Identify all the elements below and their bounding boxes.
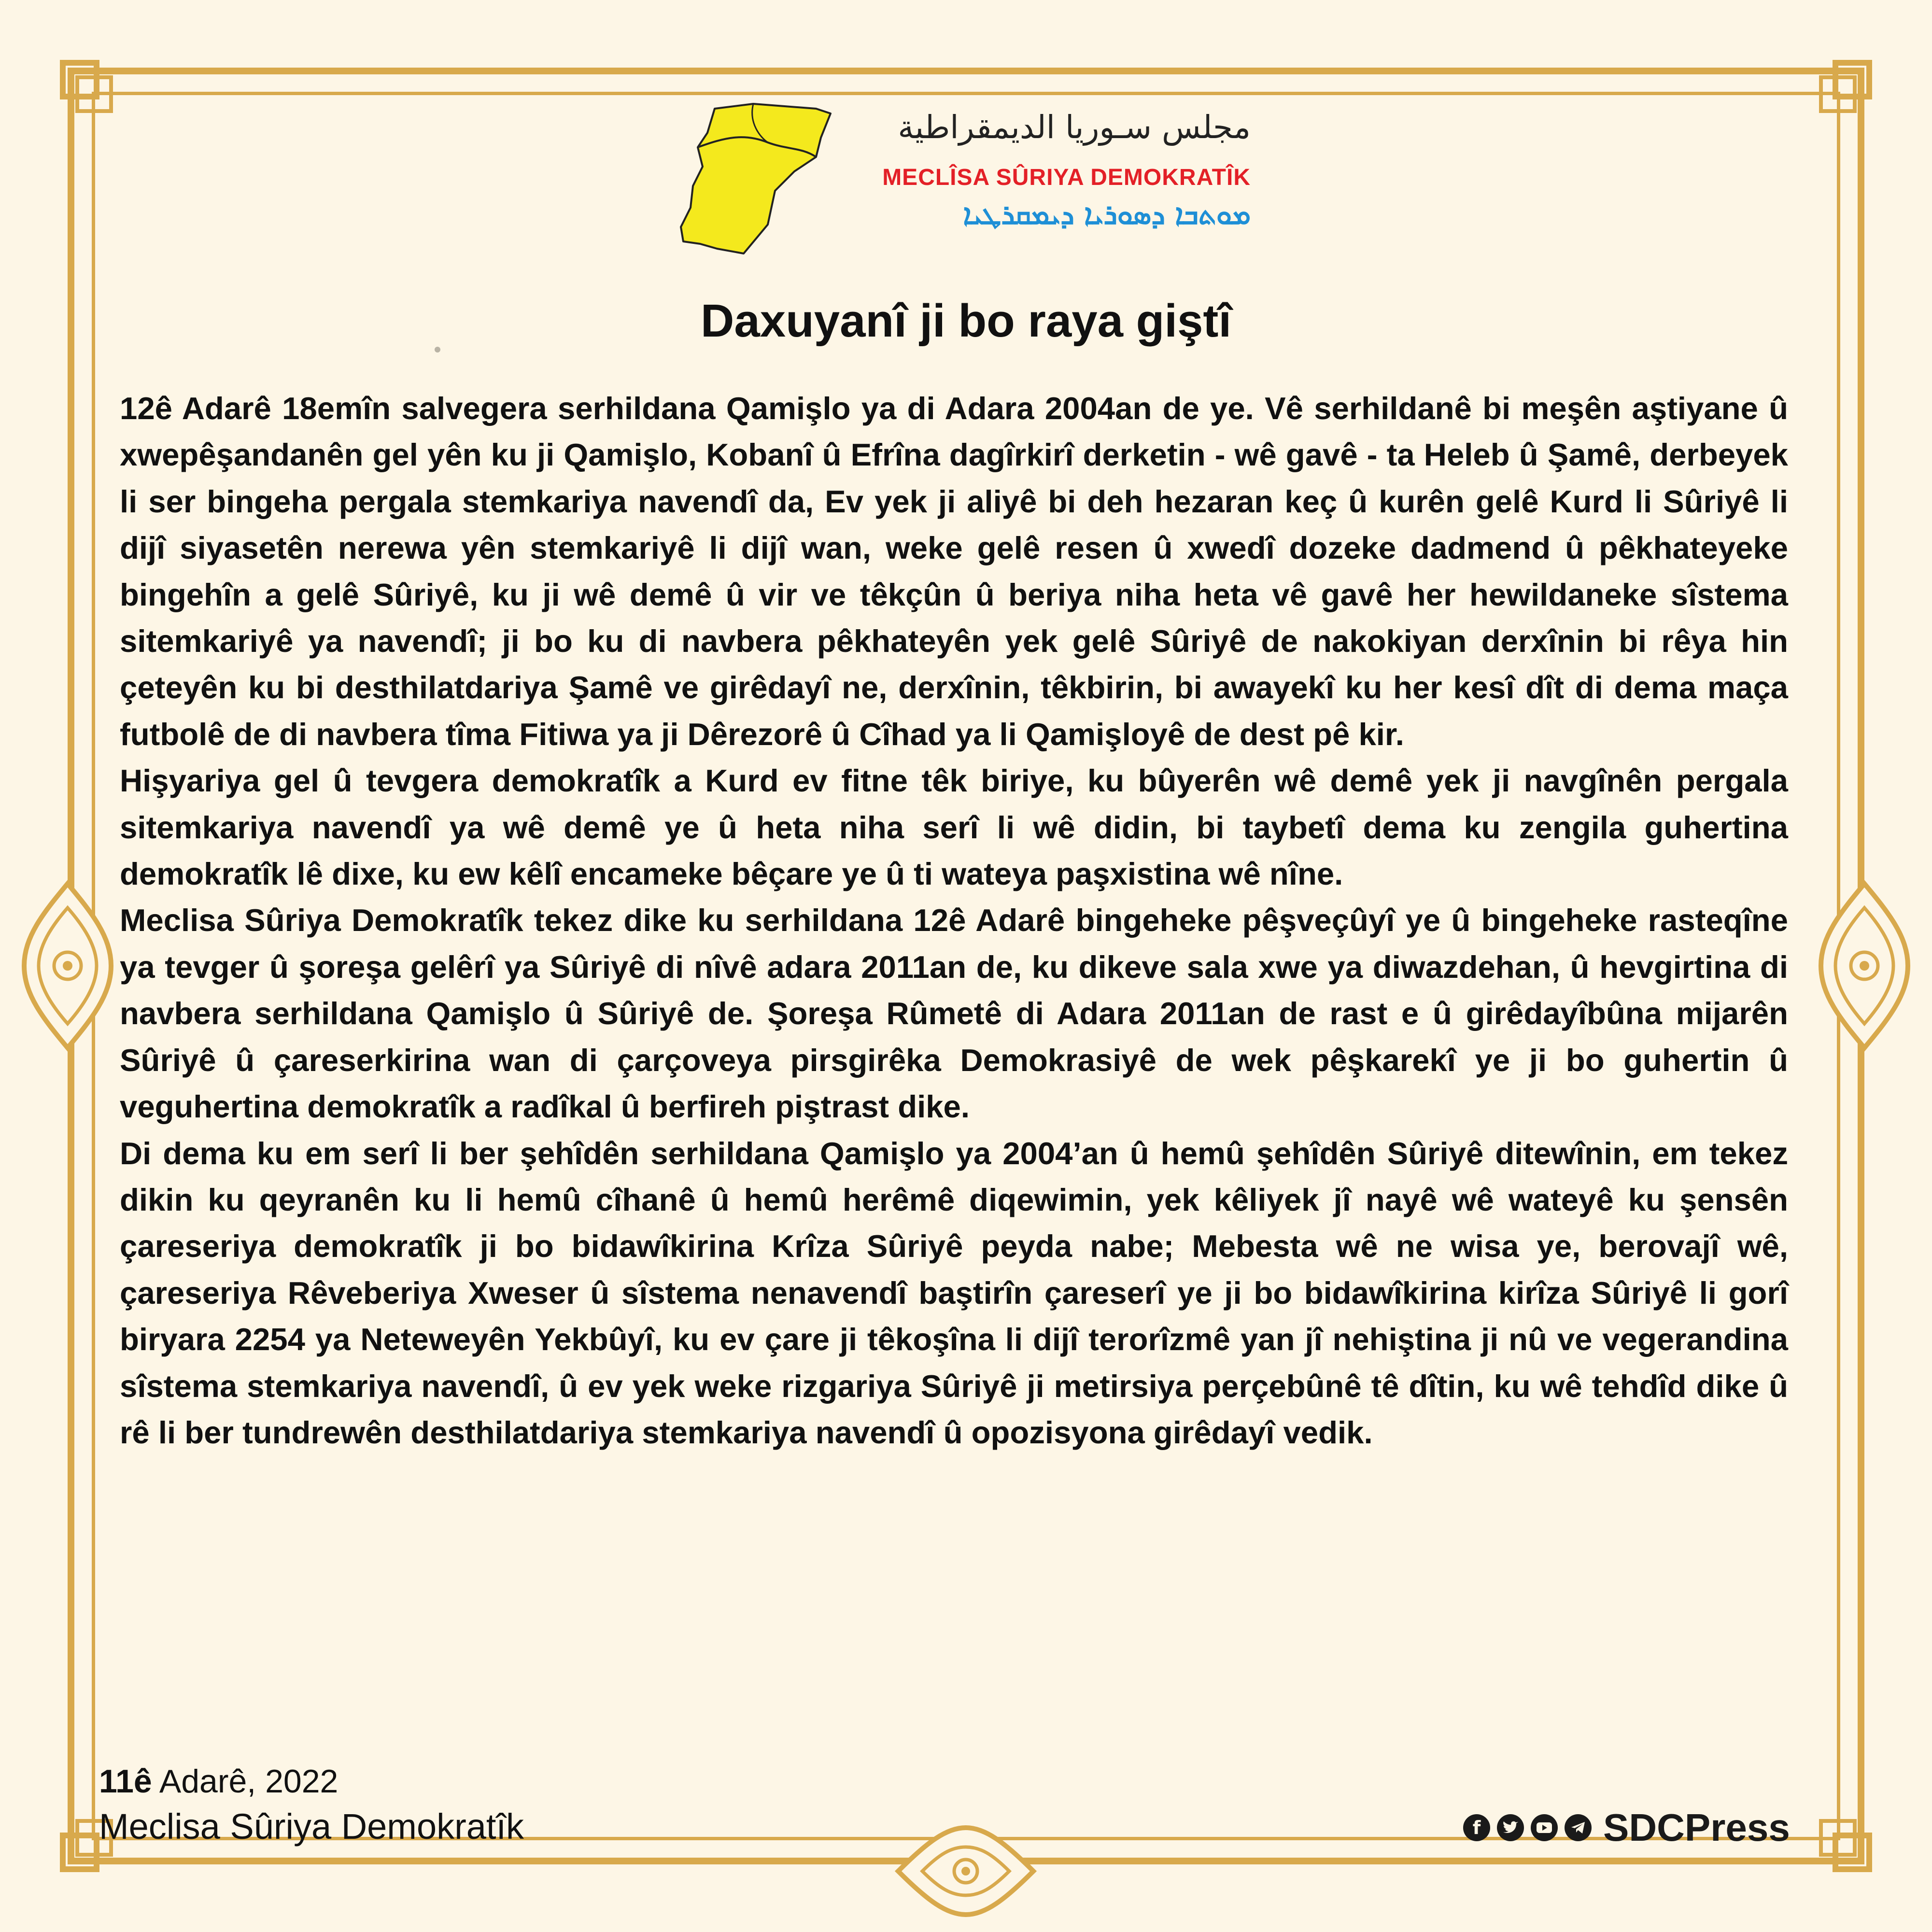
logo-kurdish-name: MECLÎSA SÛRIYA DEMOKRATÎK <box>882 165 1251 190</box>
corner-ornament-top-right <box>1811 58 1874 121</box>
statement-date <box>99 1763 338 1800</box>
paragraph: 12ê Adarê 18emîn salvegera serhildana Qamişlo ya di Adara 2004an de ye. Vê serhildanê bi meşên aştiyane û xwepêşandanên gel yên ku ji Qamişlo, Kobanî û Efrîna dagîrkirî derketin - wê gavê - ta Heleb û Şamê, derbeyek li ser bingeha pergala stemkariya navendî da, Ev yek ji aliyê bi deh hezaran keç û kurên gelê Kurd li Sûriyê li dijî siyasetên nerewa yên stemkariyê li dijî wan, weke gelê resen û xwedî dozeke dadmend û pêkhateyeke bingehîn a gelê Sûriyê, ku ji wê demê û vir ve têkçûn û beriya niha heta vê gavê her hewildaneke sîstema sitemkariyê ya navendî; ji bo ku di navbera pêkhateyên yek gelê Sûriyê de nakokiyan derxînin bi rêya hin çeteyên ku bi desthilatdariya Şamê ve girêdayî ne, derxînin, têkbirin, bi awayekî ku her kesî dît di dema maça futbolê de di navbera tîma Fitiwa ya ji Dêrezorê û Cîhad ya li Qamişloyê de dest pê kir. <box>120 391 1788 752</box>
decorative-dot <box>435 347 440 353</box>
signing-organization: Meclisa Sûriya Demokratîk <box>99 1806 524 1847</box>
facebook-icon[interactable]: f <box>1463 1814 1490 1841</box>
side-ornament-right <box>1816 879 1913 1053</box>
paragraph: Di dema ku em serî li ber şehîdên serhildana Qamişlo ya 2004’an û hemû şehîdên Sûriyê ditewînin, em tekez dikin ku qeyranên ku li hemû cîhanê û hemû herêmê diqewimin, yek kêliyek jî nayê wê wateyê ku şensên çareseriya demokratîk ji bo bidawîkirina Krîza Sûriyê peyda nabe; Mebesta wê ne wisa ye, berovajî wê, çareseriya Rêveberiya Xweser û sîstema nenavendî baştirîn çareserî ye ji bo bidawîkirina kirîza Sûriyê li gorî biryara 2254 ya Neteweyên Yekbûyî, ku ev çare ji têkoşîna li dijî terorîzmê yan jî nehiştina ji nû ve vegerandina sîstema stemkariya navendî, û ev yek weke rizgariya Sûriyê ji metirsiya perçebûnê tê dîtin, ku wê tehdîd dike û rê li ber tundrewên desthilatdariya stemkariya navendî û opozisyona girêdayî vedik. <box>120 1135 1788 1450</box>
sdc-logo <box>671 99 1251 258</box>
social-media-bar <box>1463 1806 1790 1849</box>
statement-body <box>120 385 1788 1456</box>
paragraph: Hişyariya gel û tevgera demokratîk a Kurd ev fitne têk biriye, ku bûyerên wê demê yek ji navgînên pergala sitemkariya navendî ya wê demê ye û heta niha serî li wê didin, bi taybetî dema ku zengila guhertina demokratîk lê dixe, ku ew kêlî encameke bêçare ye û ti wateya paşxistina wê nîne. <box>120 763 1788 892</box>
bottom-ornament <box>893 1823 1038 1919</box>
youtube-icon[interactable] <box>1531 1814 1558 1841</box>
side-ornament-left <box>19 879 116 1053</box>
page-title: Daxuyanî ji bo raya giştî <box>700 295 1232 347</box>
corner-ornament-bottom-right <box>1811 1811 1874 1874</box>
logo-syriac-name: ܡܘܬܒܐ ܕܣܘܪܝܐ ܕܝܡܩܪܛܝܐ <box>963 198 1251 231</box>
corner-ornament-top-left <box>58 58 121 121</box>
logo-arabic-name: مجلس سـوريا الديمقراطية <box>898 109 1251 146</box>
telegram-icon[interactable] <box>1565 1814 1592 1841</box>
social-handle[interactable]: SDCPress <box>1603 1806 1790 1849</box>
date-rest: Adarê, 2022 <box>159 1763 338 1800</box>
date-day: 11ê <box>99 1763 152 1800</box>
twitter-icon[interactable] <box>1497 1814 1524 1841</box>
paragraph: Meclisa Sûriya Demokratîk tekez dike ku serhildana 12ê Adarê bingeheke pêşveçûyî ye û bingeheke rasteqîne ya tevger û şoreşa gelêrî ya Sûriyê di nîvê adara 2011an de, ku dikeve sala xwe ya diwazdehan, û hevgirtina di navbera serhildana Qamişlo û Sûriyê de. Şoreşa Rûmetê di Adara 2011an de rast e û girêdayîbûna mijarên Sûriyê û çareserkirina wan di çarçoveya pirsgirêka Demokrasiyê de wek pêşkarekî ye ji bo guhertin û veguhertina demokratîk a radîkal û berfireh piştrast dike. <box>120 903 1788 1125</box>
syria-map-icon <box>671 99 835 258</box>
